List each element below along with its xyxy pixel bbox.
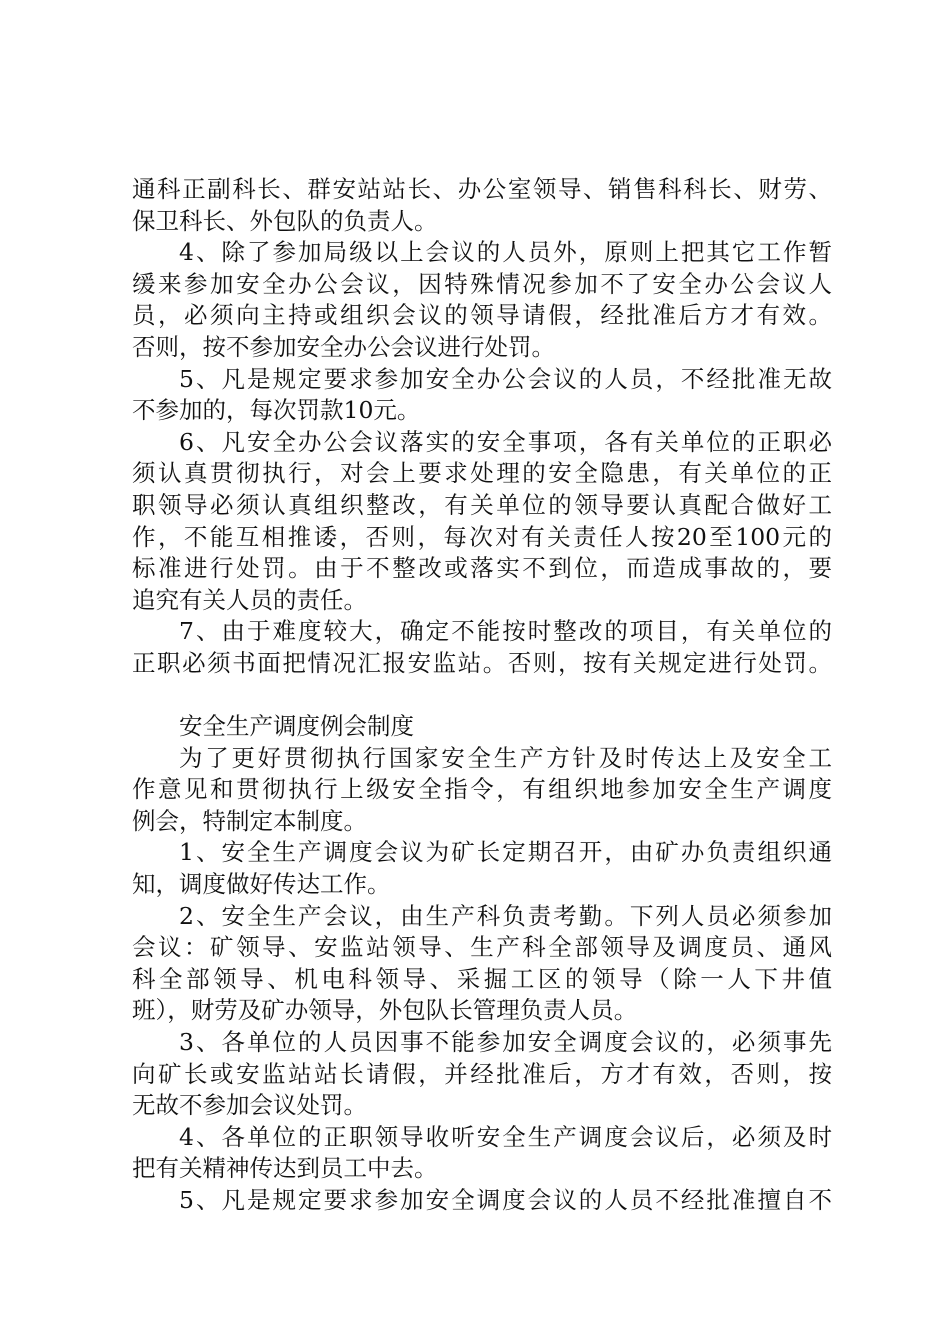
paragraph-line: 3、各单位的人员因事不能参加安全调度会议的，必须事先 bbox=[179, 1028, 832, 1057]
paragraph-line: 为了更好贯彻执行国家安全生产方针及时传达上及安全工 bbox=[179, 743, 832, 772]
paragraph-line: 6、凡安全办公会议落实的安全事项，各有关单位的正职必 bbox=[179, 427, 832, 456]
paragraph-line: 向矿长或安监站站长请假，并经批准后，方才有效，否则，按 bbox=[132, 1059, 832, 1088]
paragraph-line: 正职必须书面把情况汇报安监站。否则，按有关规定进行处罚。 bbox=[132, 648, 832, 677]
paragraph-line: 科全部领导、机电科领导、采掘工区的领导（除一人下井值 bbox=[132, 964, 832, 993]
paragraph-line: 保卫科长、外包队的负责人。 bbox=[132, 206, 438, 235]
section-title: 安全生产调度例会制度 bbox=[179, 712, 414, 741]
paragraph-line: 4、除了参加局级以上会议的人员外，原则上把其它工作暂 bbox=[179, 238, 832, 267]
paragraph-line: 作意见和贯彻执行上级安全指令，有组织地参加安全生产调度 bbox=[132, 775, 832, 804]
paragraph-line: 职领导必须认真组织整改，有关单位的领导要认真配合做好工 bbox=[132, 490, 832, 519]
paragraph-line: 7、由于难度较大，确定不能按时整改的项目，有关单位的 bbox=[179, 617, 832, 646]
paragraph-line: 5、凡是规定要求参加安全办公会议的人员，不经批准无故 bbox=[179, 364, 832, 393]
paragraph-line: 会议：矿领导、安监站领导、生产科全部领导及调度员、通风 bbox=[132, 933, 832, 962]
paragraph-line: 追究有关人员的责任。 bbox=[132, 585, 367, 614]
paragraph-line: 2、安全生产会议，由生产科负责考勤。下列人员必须参加 bbox=[179, 901, 832, 930]
paragraph-line: 例会，特制定本制度。 bbox=[132, 806, 367, 835]
paragraph-line: 1、安全生产调度会议为矿长定期召开，由矿办负责组织通 bbox=[179, 838, 832, 867]
paragraph-line: 标准进行处罚。由于不整改或落实不到位，而造成事故的，要 bbox=[132, 554, 832, 583]
paragraph-line: 知，调度做好传达工作。 bbox=[132, 870, 391, 899]
paragraph-line: 把有关精神传达到员工中去。 bbox=[132, 1154, 438, 1183]
paragraph-line: 员，必须向主持或组织会议的领导请假，经批准后方才有效。 bbox=[132, 301, 832, 330]
paragraph-line: 缓来参加安全办公会议，因特殊情况参加不了安全办公会议人 bbox=[132, 269, 832, 298]
paragraph-line: 通科正副科长、群安站站长、办公室领导、销售科科长、财劳、 bbox=[132, 175, 832, 203]
section-safety-office-meeting bbox=[132, 174, 832, 680]
paragraph-line: 不参加的，每次罚款10元。 bbox=[132, 396, 421, 425]
paragraph-line: 4、各单位的正职领导收听安全生产调度会议后，必须及时 bbox=[179, 1122, 832, 1151]
paragraph-line: 班），财劳及矿办领导，外包队长管理负责人员。 bbox=[132, 996, 638, 1025]
section-dispatch-meeting bbox=[132, 711, 832, 1217]
paragraph-line: 5、凡是规定要求参加安全调度会议的人员不经批准擅自不 bbox=[179, 1186, 832, 1214]
paragraph-line: 作，不能互相推诿，否则，每次对有关责任人按20至100元的 bbox=[132, 522, 832, 551]
section-spacer bbox=[132, 680, 832, 712]
paragraph-line: 须认真贯彻执行，对会上要求处理的安全隐患，有关单位的正 bbox=[132, 459, 832, 488]
paragraph-line: 无故不参加会议处罚。 bbox=[132, 1091, 367, 1120]
document-page bbox=[132, 174, 832, 1217]
paragraph-line: 否则，按不参加安全办公会议进行处罚。 bbox=[132, 332, 555, 361]
